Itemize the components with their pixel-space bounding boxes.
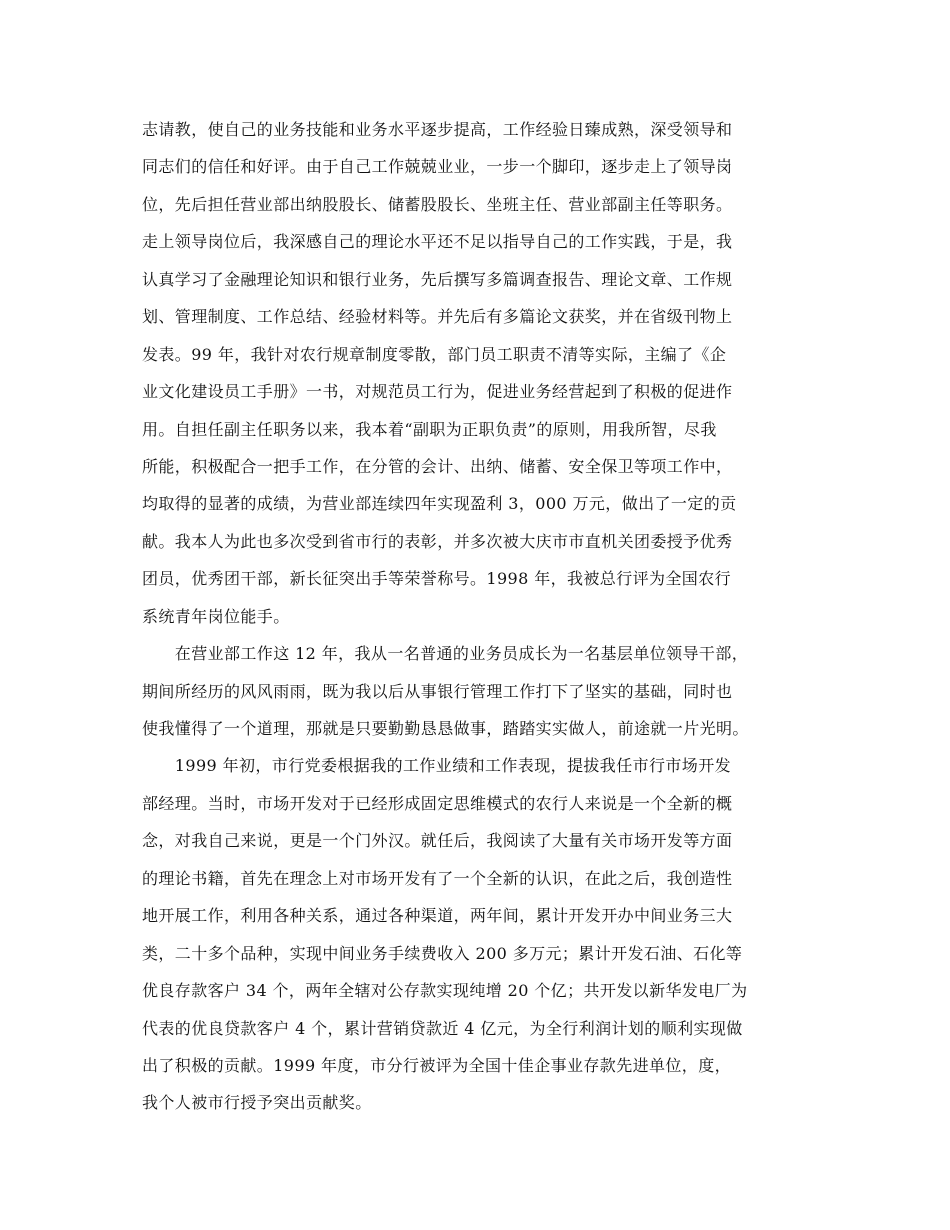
text-line: 志请教，使自己的业务技能和业务水平逐步提高，工作经验日臻成熟，深受领导和	[142, 120, 733, 139]
text-line: 均取得的显著的成绩，为营业部连续四年实现盈利 3，000 万元，做出了一定的贡	[142, 494, 737, 514]
paragraph-business-department	[142, 635, 832, 747]
text-line: 业文化建设员工手册》一书，对规范员工行为，促进业务经营起到了积极的促进作	[142, 382, 733, 402]
text-line: 我个人被市行授予突出贡献奖。	[142, 1093, 372, 1113]
text-line: 部经理。当时，市场开发对于已经形成固定思维模式的农行人来说是一个全新的概	[142, 793, 733, 813]
text-line: 团员，优秀团干部，新长征突出手等荣誉称号。1998 年，我被总行评为全国农行	[142, 569, 732, 589]
text-line: 位，先后担任营业部出纳股股长、储蓄股股长、坐班主任、营业部副主任等职务。	[142, 194, 733, 214]
text-line: 期间所经历的风风雨雨，既为我以后从事银行管理工作打下了坚实的基础，同时也	[142, 681, 733, 701]
text-line: 的理论书籍，首先在理念上对市场开发有了一个全新的认识，在此之后，我创造性	[142, 868, 733, 888]
text-line: 1999 年初，市行党委根据我的工作业绩和工作表现，提拔我任市行市场开发	[142, 756, 732, 776]
paragraph-career-achievements	[142, 111, 832, 635]
text-line: 认真学习了金融理论知识和银行业务，先后撰写多篇调查报告、理论文章、工作规	[142, 269, 733, 289]
text-line: 献。我本人为此也多次受到省市行的表彰，并多次被大庆市市直机关团委授予优秀	[142, 531, 733, 551]
paragraph-market-development	[142, 747, 832, 1121]
text-line: 在营业部工作这 12 年，我从一名普通的业务员成长为一名基层单位领导干部，	[142, 644, 749, 664]
text-line: 走上领导岗位后，我深感自己的理论水平还不足以指导自己的工作实践，于是，我	[142, 232, 733, 252]
text-line: 发表。99 年，我针对农行规章制度零散，部门员工职责不清等实际，主编了《企	[142, 344, 727, 364]
text-line: 划、管理制度、工作总结、经验材料等。并先后有多篇论文获奖，并在省级刊物上	[142, 307, 733, 327]
text-line: 优良存款客户 34 个，两年全辖对公存款实现纯增 20 个亿；共开发以新华发电厂为	[142, 981, 748, 1001]
text-line: 地开展工作，利用各种关系，通过各种渠道，两年间，累计开发开办中间业务三大	[142, 906, 733, 926]
text-line: 系统青年岗位能手。	[142, 606, 290, 626]
text-line: 类，二十多个品种，实现中间业务手续费收入 200 多万元；累计开发石油、石化等	[142, 943, 743, 963]
text-line: 代表的优良贷款客户 4 个，累计营销贷款近 4 亿元，为全行利润计划的顺利实现做	[142, 1018, 743, 1038]
text-line: 出了积极的贡献。1999 年度，市分行被评为全国十佳企事业存款先进单位，度，	[142, 1055, 732, 1075]
text-line: 同志们的信任和好评。由于自己工作兢兢业业，一步一个脚印，逐步走上了领导岗	[142, 157, 733, 177]
text-line: 用。自担任副主任职务以来，我本着“副职为正职负责”的原则，用我所智，尽我	[142, 419, 717, 439]
text-line: 所能，积极配合一把手工作，在分管的会计、出纳、储蓄、安全保卫等项工作中，	[142, 456, 733, 476]
text-line: 使我懂得了一个道理，那就是只要勤勤恳恳做事，踏踏实实做人，前途就一片光明。	[142, 719, 749, 738]
document-page	[142, 111, 832, 1122]
text-line: 念，对我自己来说，更是一个门外汉。就任后，我阅读了大量有关市场开发等方面	[142, 831, 733, 851]
